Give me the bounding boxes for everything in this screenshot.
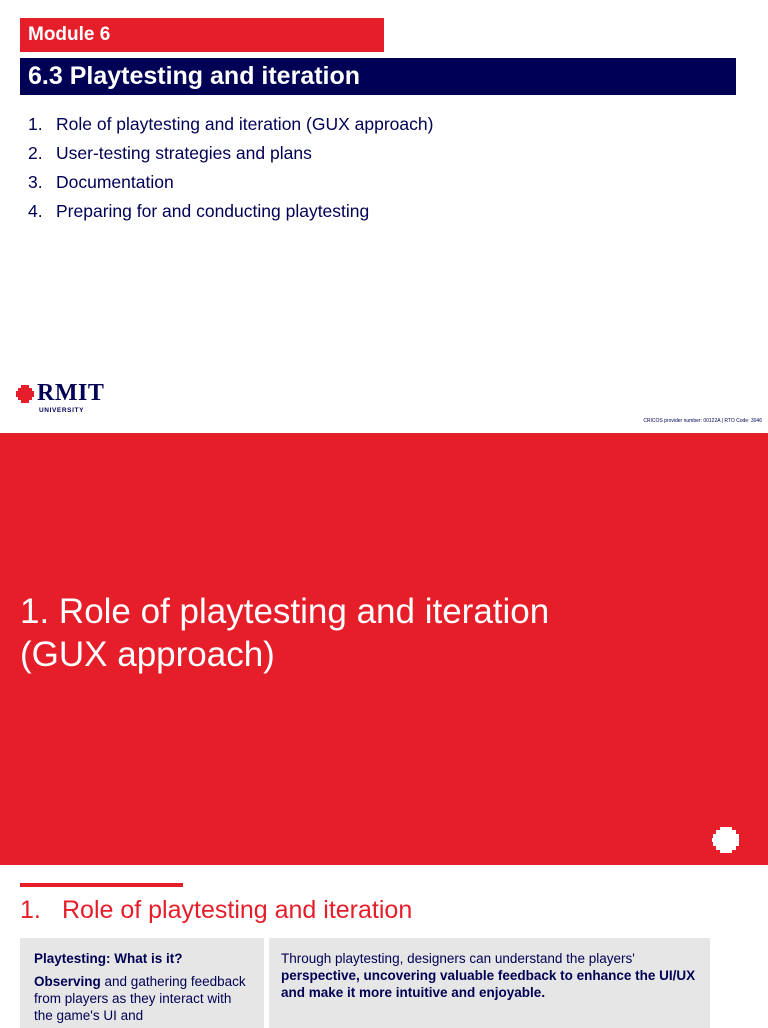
module-label: Module 6 — [20, 18, 384, 52]
rmit-logo-sub: UNIVERSITY — [39, 407, 85, 414]
agenda-list — [28, 113, 433, 229]
rmit-pixel-logo-icon — [16, 383, 36, 405]
divider-title: 1. Role of playtesting and iteration (GUX approach) — [20, 592, 550, 674]
definition-card — [20, 938, 264, 1028]
rmit-pixel-logo-icon — [712, 824, 744, 856]
agenda-item: 2. User-testing strategies and plans — [28, 143, 312, 163]
cricos-note: CRICOS provider number: 00122A | RTO Code: 3046 — [643, 418, 762, 424]
card-heading: Playtesting: What is it? — [34, 951, 183, 966]
slide-title: 1. Role of playtesting and iteration — [20, 896, 413, 924]
rmit-logo-word: RMIT — [37, 380, 105, 406]
title-accent-line — [20, 883, 183, 887]
section-title: 6.3 Playtesting and iteration — [20, 58, 736, 95]
benefit-card: Through playtesting, designers can understand the players' perspective, uncovering valuable feedback to enhance the UI/UX and make it more intuitive and enjoyable. — [269, 938, 710, 1028]
agenda-item: 3. Documentation — [28, 172, 174, 192]
card-body: Observing and gathering feedback from players as they interact with the game's UI and — [34, 974, 246, 1023]
agenda-item: 1. Role of playtesting and iteration (GUX approach) — [28, 114, 434, 134]
agenda-item: 4. Preparing for and conducting playtesting — [28, 201, 370, 221]
